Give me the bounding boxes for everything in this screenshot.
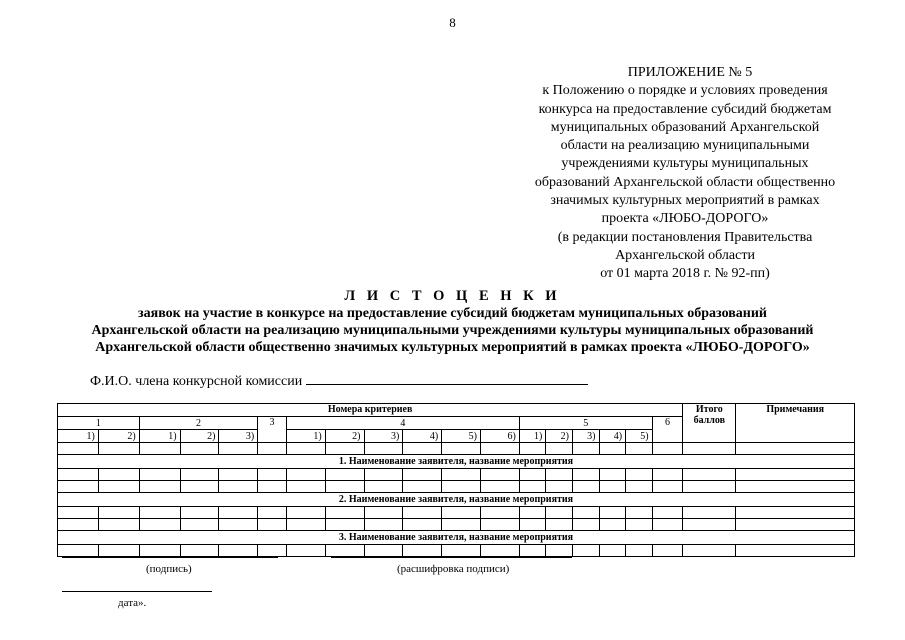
document-subtitle-line: Архангельской области на реализацию муниципальными учреждениями культуры муниципальных образований: [91, 323, 814, 338]
sub-criterion-label: 1): [139, 430, 180, 443]
document-subtitle-line: Архангельской области общественно значимых культурных мероприятий в рамках проекта «ЛЮБО-ДОРОГО»: [95, 340, 810, 355]
applicant-section-header: 3. Наименование заявителя, название мероприятия: [58, 531, 855, 545]
fio-label: Ф.И.О. члена конкурсной комиссии: [90, 374, 303, 389]
page-number: 8: [449, 15, 456, 30]
appendix-line: области на реализацию муниципальными: [560, 138, 810, 154]
sub-criterion-label: 6): [480, 430, 519, 443]
applicant-section-header: 2. Наименование заявителя, название мероприятия: [58, 493, 855, 507]
appendix-line: к Положению о порядке и условиях проведения: [542, 83, 828, 99]
signature-decode-line: [331, 557, 572, 558]
applicant-section-header: 1. Наименование заявителя, название мероприятия: [58, 455, 855, 469]
sub-criterion-label: 5): [442, 430, 481, 443]
appendix-line: образований Архангельской области общественно: [534, 174, 836, 190]
criteria-group-label: 4: [286, 417, 519, 430]
evaluation-table: [57, 403, 855, 557]
appendix-title: ПРИЛОЖЕНИЕ № 5: [627, 65, 753, 80]
sub-criterion-label: 1): [58, 430, 99, 443]
date-caption: дата».: [118, 597, 147, 609]
appendix-line: конкурса на предоставление субсидий бюджетам: [538, 101, 832, 117]
notes-header: Примечания: [736, 404, 855, 443]
criteria-group-label: 5: [519, 417, 652, 430]
table-row: [58, 519, 855, 531]
table-row: [58, 545, 855, 557]
appendix-line: учреждениями культуры муниципальных: [561, 156, 809, 172]
criteria-header: Номера критериев: [58, 404, 683, 417]
sub-criterion-label: 5): [626, 430, 653, 443]
total-header: Итого баллов: [683, 404, 736, 443]
sub-criterion-label: 4): [403, 430, 442, 443]
date-line: [62, 591, 212, 592]
sub-criterion-label: 2): [546, 430, 573, 443]
signature-decode-caption: (расшифровка подписи): [397, 563, 510, 575]
fio-blank-line: [306, 371, 588, 385]
sub-criterion-label: 3): [364, 430, 403, 443]
signature-caption: (подпись): [146, 563, 192, 575]
fio-row: [90, 371, 588, 390]
appendix-line: проекта «ЛЮБО-ДОРОГО»: [601, 211, 769, 227]
appendix-line: значимых культурных мероприятий в рамках: [550, 193, 820, 209]
appendix-line: муниципальных образований Архангельской: [550, 119, 820, 135]
criteria-group-label: 6: [652, 417, 683, 443]
sub-criterion-label: 2): [325, 430, 364, 443]
sub-criterion-label: 3): [219, 430, 258, 443]
sub-criterion-label: 1): [519, 430, 546, 443]
table-row: [58, 443, 855, 455]
sub-criterion-label: 4): [599, 430, 626, 443]
appendix-line: Архангельской области: [615, 247, 755, 263]
sub-criterion-label: 2): [98, 430, 139, 443]
sub-criterion-label: 2): [180, 430, 219, 443]
criteria-group-label: 1: [58, 417, 140, 430]
table-row: [58, 469, 855, 481]
document-subtitle-line: заявок на участие в конкурсе на предоставление субсидий бюджетам муниципальных образований: [138, 306, 767, 321]
document-title: Л И С Т О Ц Е Н К И: [344, 288, 561, 304]
document-heading: [0, 288, 905, 356]
appendix-line: (в редакции постановления Правительства: [557, 229, 813, 245]
table-row: [58, 481, 855, 493]
sub-criterion-label: 3): [572, 430, 599, 443]
table-row: [58, 507, 855, 519]
sub-criterion-label: 1): [286, 430, 325, 443]
appendix-block: [500, 64, 870, 284]
signature-line: [62, 557, 278, 558]
criteria-group-label: 2: [139, 417, 258, 430]
appendix-line: от 01 марта 2018 г. № 92-пп): [600, 266, 770, 282]
criteria-group-label: 3: [258, 417, 287, 443]
